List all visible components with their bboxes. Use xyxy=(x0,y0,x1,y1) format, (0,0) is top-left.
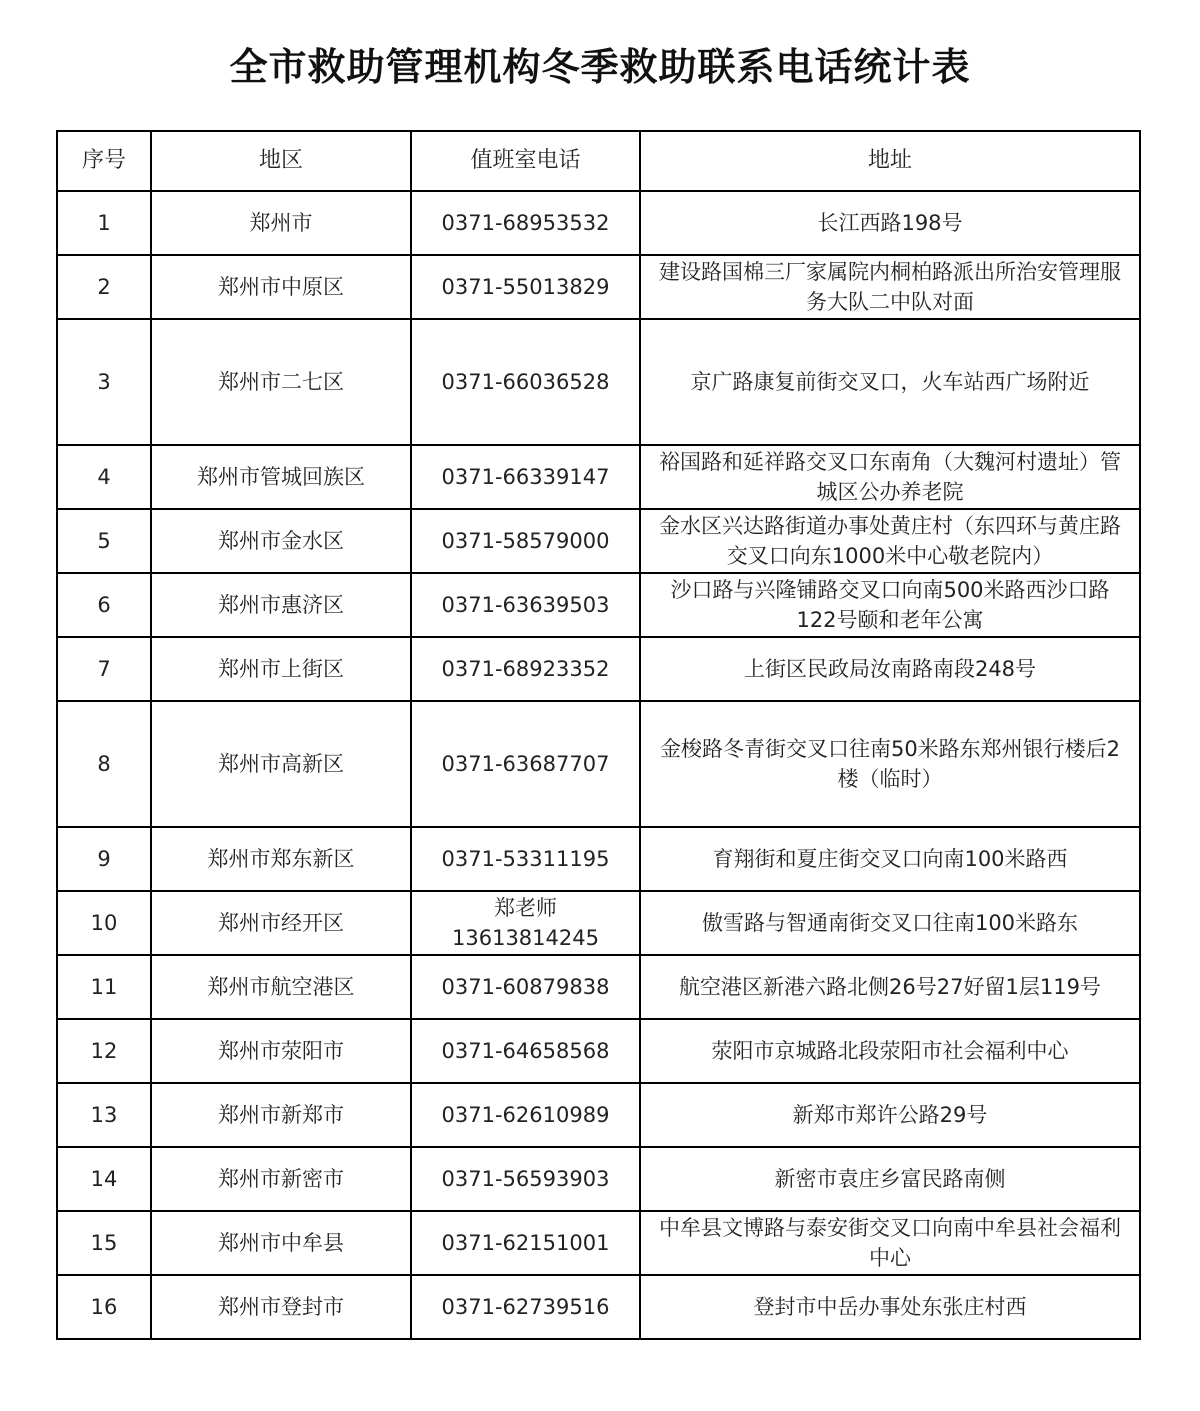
row-phone: 郑老师 13613814245 xyxy=(411,891,640,955)
header-index: 序号 xyxy=(57,131,151,191)
row-region: 郑州市登封市 xyxy=(151,1275,411,1339)
table-row xyxy=(57,319,1140,445)
row-phone: 0371-58579000 xyxy=(411,509,640,573)
row-index: 15 xyxy=(57,1211,151,1275)
row-phone: 0371-62739516 xyxy=(411,1275,640,1339)
row-region: 郑州市新密市 xyxy=(151,1147,411,1211)
row-address: 航空港区新港六路北侧26号27好留1层119号 xyxy=(640,955,1140,1019)
row-index: 11 xyxy=(57,955,151,1019)
row-region: 郑州市新郑市 xyxy=(151,1083,411,1147)
row-region: 郑州市上街区 xyxy=(151,637,411,701)
row-phone: 0371-55013829 xyxy=(411,255,640,319)
row-region: 郑州市高新区 xyxy=(151,701,411,827)
row-address: 金水区兴达路街道办事处黄庄村（东四环与黄庄路交叉口向东1000米中心敬老院内） xyxy=(640,509,1140,573)
table-row xyxy=(57,1019,1140,1083)
row-index: 2 xyxy=(57,255,151,319)
row-region: 郑州市管城回族区 xyxy=(151,445,411,509)
row-index: 5 xyxy=(57,509,151,573)
row-phone: 0371-64658568 xyxy=(411,1019,640,1083)
row-index: 10 xyxy=(57,891,151,955)
row-address: 京广路康复前街交叉口，火车站西广场附近 xyxy=(640,319,1140,445)
row-phone: 0371-56593903 xyxy=(411,1147,640,1211)
row-region: 郑州市中牟县 xyxy=(151,1211,411,1275)
row-address: 裕国路和延祥路交叉口东南角（大魏河村遗址）管城区公办养老院 xyxy=(640,445,1140,509)
row-phone: 0371-68953532 xyxy=(411,191,640,255)
row-address: 新郑市郑许公路29号 xyxy=(640,1083,1140,1147)
row-address: 沙口路与兴隆铺路交叉口向南500米路西沙口路122号颐和老年公寓 xyxy=(640,573,1140,637)
header-address: 地址 xyxy=(640,131,1140,191)
row-index: 13 xyxy=(57,1083,151,1147)
table-row xyxy=(57,891,1140,955)
table-row xyxy=(57,1147,1140,1211)
row-region: 郑州市二七区 xyxy=(151,319,411,445)
table-row xyxy=(57,701,1140,827)
table-row xyxy=(57,509,1140,573)
row-address: 登封市中岳办事处东张庄村西 xyxy=(640,1275,1140,1339)
row-phone: 0371-63639503 xyxy=(411,573,640,637)
table-row xyxy=(57,573,1140,637)
page-title: 全市救助管理机构冬季救助联系电话统计表 xyxy=(229,44,971,89)
row-region: 郑州市经开区 xyxy=(151,891,411,955)
row-address: 育翔街和夏庄街交叉口向南100米路西 xyxy=(640,827,1140,891)
row-address: 金梭路冬青街交叉口往南50米路东郑州银行楼后2楼（临时） xyxy=(640,701,1140,827)
row-index: 1 xyxy=(57,191,151,255)
row-index: 4 xyxy=(57,445,151,509)
table-row xyxy=(57,445,1140,509)
row-index: 3 xyxy=(57,319,151,445)
row-index: 6 xyxy=(57,573,151,637)
row-region: 郑州市 xyxy=(151,191,411,255)
row-region: 郑州市郑东新区 xyxy=(151,827,411,891)
table-row xyxy=(57,637,1140,701)
row-region: 郑州市惠济区 xyxy=(151,573,411,637)
row-index: 7 xyxy=(57,637,151,701)
row-index: 16 xyxy=(57,1275,151,1339)
table-row xyxy=(57,1083,1140,1147)
row-address: 建设路国棉三厂家属院内桐柏路派出所治安管理服务大队二中队对面 xyxy=(640,255,1140,319)
contact-table xyxy=(56,130,1141,1340)
row-address: 中牟县文博路与泰安街交叉口向南中牟县社会福利中心 xyxy=(640,1211,1140,1275)
row-region: 郑州市荥阳市 xyxy=(151,1019,411,1083)
row-region: 郑州市中原区 xyxy=(151,255,411,319)
row-index: 12 xyxy=(57,1019,151,1083)
row-phone: 0371-62151001 xyxy=(411,1211,640,1275)
row-phone: 0371-60879838 xyxy=(411,955,640,1019)
header-phone: 值班室电话 xyxy=(411,131,640,191)
table-row xyxy=(57,1211,1140,1275)
row-address: 荥阳市京城路北段荥阳市社会福利中心 xyxy=(640,1019,1140,1083)
row-phone: 0371-53311195 xyxy=(411,827,640,891)
row-index: 9 xyxy=(57,827,151,891)
table-row xyxy=(57,955,1140,1019)
row-address: 上街区民政局汝南路南段248号 xyxy=(640,637,1140,701)
row-phone: 0371-62610989 xyxy=(411,1083,640,1147)
row-index: 14 xyxy=(57,1147,151,1211)
table-header-row xyxy=(57,131,1140,191)
table-row xyxy=(57,255,1140,319)
table-row xyxy=(57,191,1140,255)
row-index: 8 xyxy=(57,701,151,827)
row-phone: 0371-66339147 xyxy=(411,445,640,509)
row-phone: 0371-68923352 xyxy=(411,637,640,701)
row-address: 傲雪路与智通南街交叉口往南100米路东 xyxy=(640,891,1140,955)
row-address: 新密市袁庄乡富民路南侧 xyxy=(640,1147,1140,1211)
table-row xyxy=(57,1275,1140,1339)
row-region: 郑州市航空港区 xyxy=(151,955,411,1019)
row-address: 长江西路198号 xyxy=(640,191,1140,255)
row-phone: 0371-66036528 xyxy=(411,319,640,445)
row-phone: 0371-63687707 xyxy=(411,701,640,827)
header-region: 地区 xyxy=(151,131,411,191)
table-row xyxy=(57,827,1140,891)
row-region: 郑州市金水区 xyxy=(151,509,411,573)
